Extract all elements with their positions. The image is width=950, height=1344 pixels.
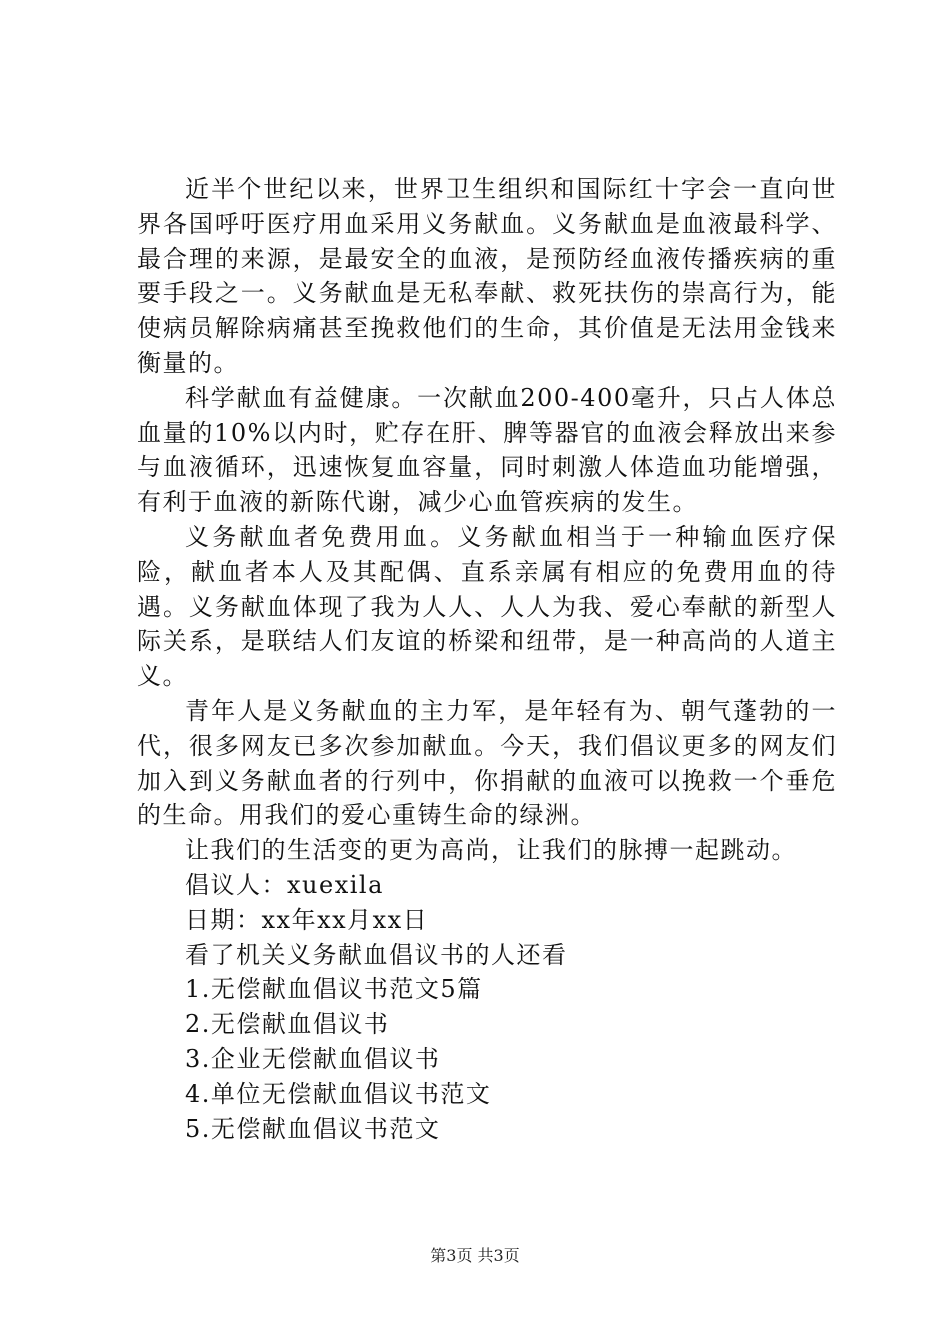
date-line: 日期：xx年xx月xx日	[185, 905, 429, 934]
related-link-3[interactable]: 3.企业无偿献血倡议书	[185, 1044, 441, 1073]
related-link-5[interactable]: 5.无偿献血倡议书范文	[185, 1114, 441, 1143]
document-body	[137, 172, 837, 1146]
initiator-line: 倡议人：xuexila	[185, 870, 384, 899]
page-number-footer: 第3页 共3页	[430, 1246, 520, 1265]
related-link-1[interactable]: 1.无偿献血倡议书范文5篇	[185, 975, 483, 1004]
paragraph-who-appeal: 近半个世纪以来，世界卫生组织和国际红十字会一直向世界各国呼吁医疗用血采用义务献血。义务献血是血液最科学、最合理的来源，是最安全的血液，是预防经血液传播疾病的重要手段之一。义务献血是无私奉献、救死扶伤的崇高行为，能使病员解除病痛甚至挽救他们的生命，其价值是无法用金钱来衡量的。	[137, 175, 837, 377]
closing-line: 让我们的生活变的更为高尚，让我们的脉搏一起跳动。	[185, 836, 797, 865]
related-heading: 看了机关义务献血倡议书的人还看	[185, 940, 568, 969]
paragraph-health-benefits: 科学献血有益健康。一次献血200-400毫升，只占人体总血量的10%以内时，贮存在肝、脾等器官的血液会释放出来参与血液循环，迅速恢复血容量，同时刺激人体造血功能增强，有利于血液的新陈代谢，减少心血管疾病的发生。	[137, 383, 837, 517]
paragraph-youth-call: 青年人是义务献血的主力军，是年轻有为、朝气蓬勃的一代，很多网友已多次参加献血。今天，我们倡议更多的网友们加入到义务献血者的行列中，你捐献的血液可以挽救一个垂危的生命。用我们的爱心重铸生命的绿洲。	[137, 696, 837, 830]
related-link-2[interactable]: 2.无偿献血倡议书	[185, 1010, 390, 1039]
paragraph-free-blood: 义务献血者免费用血。义务献血相当于一种输血医疗保险，献血者本人及其配偶、直系亲属有相应的免费用血的待遇。义务献血体现了我为人人、人人为我、爱心奉献的新型人际关系，是联结人们友谊的桥梁和纽带，是一种高尚的人道主义。	[137, 522, 837, 691]
related-link-4[interactable]: 4.单位无偿献血倡议书范文	[185, 1079, 492, 1108]
